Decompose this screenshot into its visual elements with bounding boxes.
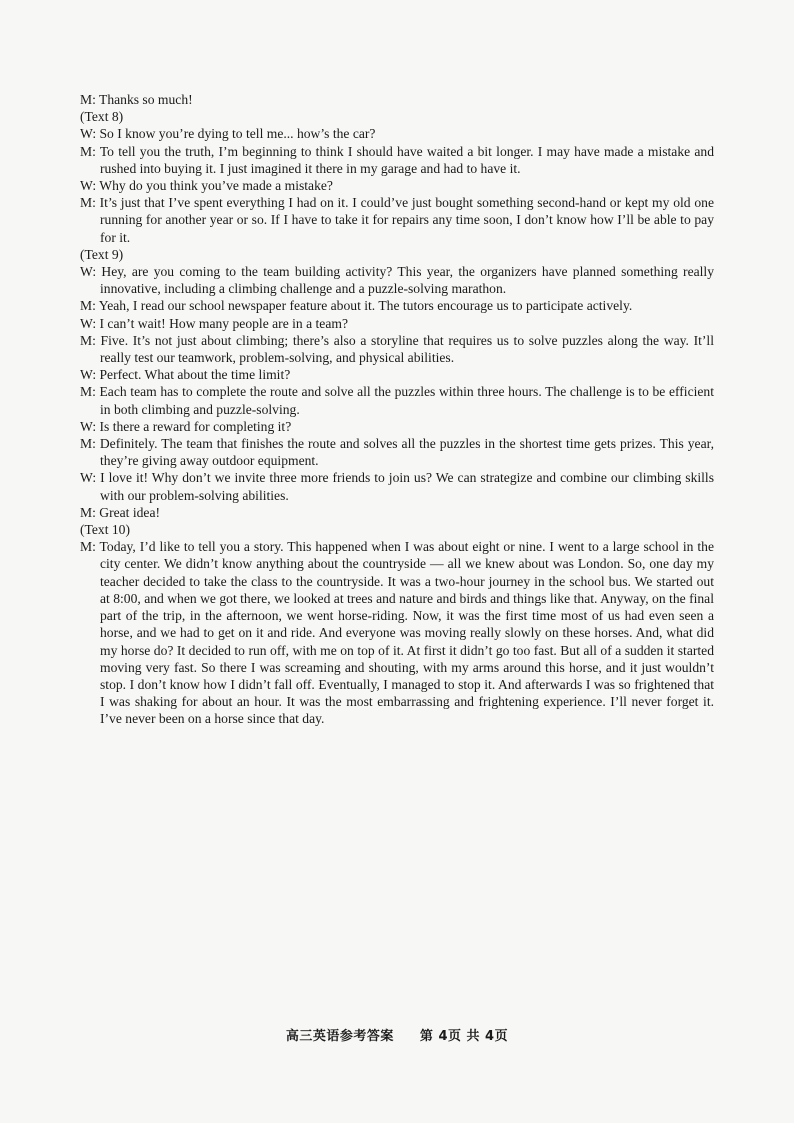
dialogue-line: W: Perfect. What about the time limit?: [80, 367, 291, 383]
dialogue-line: M: Great idea!: [80, 504, 161, 520]
dialogue-line: M: Definitely. The team that finishes the route and solves all the puzzles in the shortest time gets prizes. This year, they’re giving away outdoor equipment.: [80, 436, 714, 469]
footer-page-number: 第 4页 共 4页: [419, 1029, 509, 1044]
monologue-paragraph: M: Today, I’d like to tell you a story. This happened when I was about eight or nine. I went to a large school in the city center. We didn’t know anything about the countryside — all we knew about was London. So, one day my teacher decided to take the class to the countryside. It was a two-hour journey in the school bus. We started out at 8:00, and when we got there, we looked at trees and nature and birds and things like that. Anyway, on the final part of the trip, in the afternoon, we went horse-riding. Now, it was the first time most of us had even seen a horse, and we had to get on it and ride. And everyone was moving really slowly on these horses. And, what did my horse do? It decided to run off, with me on top of it. At first it didn’t go too fast. But all of a sudden it started moving very fast. So there I was screaming and shouting, with my arms around this horse, and it just wouldn’t stop. I don’t know how I didn’t fall off. Eventually, I managed to stop it. And afterwards I was so frightened that I was shaking for about an hour. It was the most embarrassing and frightening experience. I’ll never forget it. I’ve never been on a horse since that day.: [80, 539, 714, 727]
page-footer: [0, 1025, 794, 1044]
section-label: (Text 9): [80, 246, 124, 262]
dialogue-line: W: I can’t wait! How many people are in a team?: [80, 315, 348, 331]
dialogue-line: M: Yeah, I read our school newspaper feature about it. The tutors encourage us to participate actively.: [80, 298, 633, 314]
section-label: (Text 8): [80, 109, 124, 125]
dialogue-line: M: To tell you the truth, I’m beginning to think I should have waited a bit longer. I may have made a mistake and rushed into buying it. I just imagined it there in my garage and had to have it.: [80, 143, 714, 176]
dialogue-line: W: So I know you’re dying to tell me... how’s the car?: [80, 126, 376, 142]
dialogue-line: M: It’s just that I’ve spent everything I had on it. I could’ve just bought something second-hand or kept my old one running for another year or so. If I have to take it for repairs any time soon, I don’t know how I’ll be able to pay for it.: [80, 195, 714, 245]
footer-title: 高三英语参考答案: [285, 1029, 394, 1044]
dialogue-line: M: Each team has to complete the route and solve all the puzzles within three hours. The challenge is to be efficient in both climbing and puzzle-solving.: [80, 384, 714, 417]
dialogue-line: W: Why do you think you’ve made a mistake?: [80, 178, 333, 194]
dialogue-line: M: Thanks so much!: [80, 92, 193, 107]
dialogue-line: W: Hey, are you coming to the team building activity? This year, the organizers have planned something really innovative, including a climbing challenge and a puzzle-solving marathon.: [80, 264, 714, 297]
section-label: (Text 10): [80, 522, 131, 538]
transcript-body: [80, 91, 714, 728]
dialogue-line: W: I love it! Why don’t we invite three more friends to join us? We can strategize and combine our climbing skills with our problem-solving abilities.: [80, 470, 714, 503]
dialogue-line: W: Is there a reward for completing it?: [80, 418, 292, 434]
dialogue-line: M: Five. It’s not just about climbing; there’s also a storyline that requires us to solve puzzles along the way. It’ll really test our teamwork, problem-solving, and physical abilities.: [80, 332, 714, 366]
